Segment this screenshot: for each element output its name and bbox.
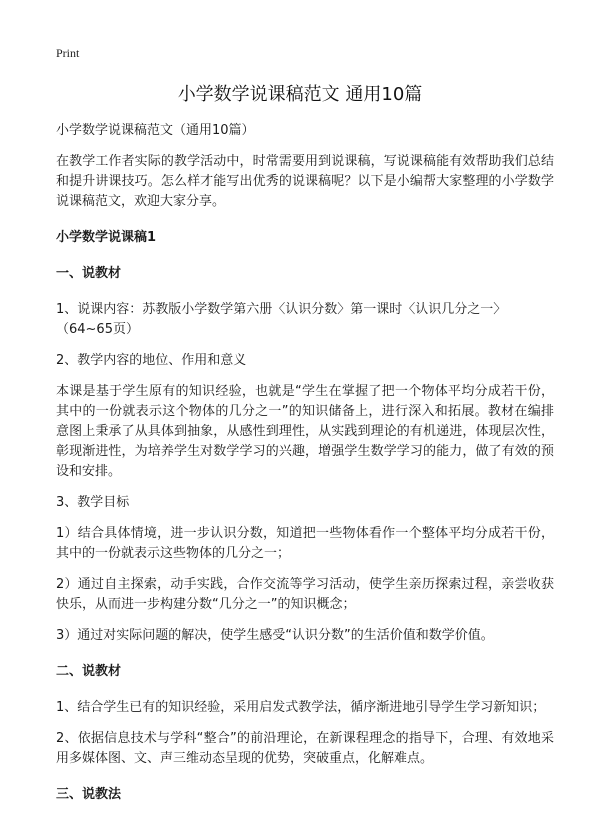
article-body	[56, 121, 554, 805]
goal-item: 2）通过自主探索，动手实践，合作交流等学习活动，使学生亲历探索过程，亲尝收获快乐，从而进一步构建分数“几分之一”的知识概念；	[56, 577, 554, 612]
goal-item: 1）结合具体情境，进一步认识分数，知道把一些物体看作一个整体平均分成若干份，其中的一份就表示这些物体的几分之一；	[56, 526, 554, 561]
list-item: 3、教学目标	[56, 495, 130, 510]
list-item: 1、结合学生已有的知识经验，采用启发式教学法，循序渐进地引导学生学习新知识；	[56, 700, 546, 715]
body-paragraph: 本课是基于学生原有的知识经验，也就是“学生在掌握了把一个物体平均分成若干份，其中的一份就表示这个物体的几分之一”的知识储备上，进行深入和拓展。教材在编排意图上秉承了从具体到抽象，从感性到理性，从实践到理论的有机递进，体现层次性，彰现渐进性，为培养学生对数学学习的兴趣，增强学生数学学习的能力，做了有效的预设和安排。	[56, 384, 554, 479]
section-heading: 一、说教材	[56, 266, 122, 281]
intro-paragraph: 在教学工作者实际的教学活动中，时常需要用到说课稿，写说课稿能有效帮助我们总结和提升讲课技巧。怎么样才能写出优秀的说课稿呢？以下是小编帮大家整理的小学数学说课稿范文，欢迎大家分享。	[56, 154, 554, 209]
goal-item: 3）通过对实际问题的解决，使学生感受“认识分数”的生活价值和数学价值。	[56, 628, 494, 643]
list-item: 2、依据信息技术与学科“整合”的前沿理论，在新课程理念的指导下，合理、有效地采用多媒体图、文、声三维动态呈现的优势，突破重点，化解难点。	[56, 731, 554, 766]
section-heading: 三、说教法	[56, 787, 122, 802]
section-heading: 二、说教材	[56, 664, 122, 679]
print-link[interactable]: Print	[56, 46, 80, 60]
page-title: 小学数学说课稿范文 通用10篇	[177, 84, 423, 105]
article-heading: 小学数学说课稿1	[56, 230, 157, 245]
subtitle: 小学数学说课稿范文（通用10篇）	[56, 123, 255, 138]
list-item: 1、说课内容：苏教版小学数学第六册〈认识分数〉第一课时〈认识几分之一〉（64~65页）	[56, 302, 507, 337]
list-item: 2、教学内容的地位、作用和意义	[56, 353, 247, 368]
